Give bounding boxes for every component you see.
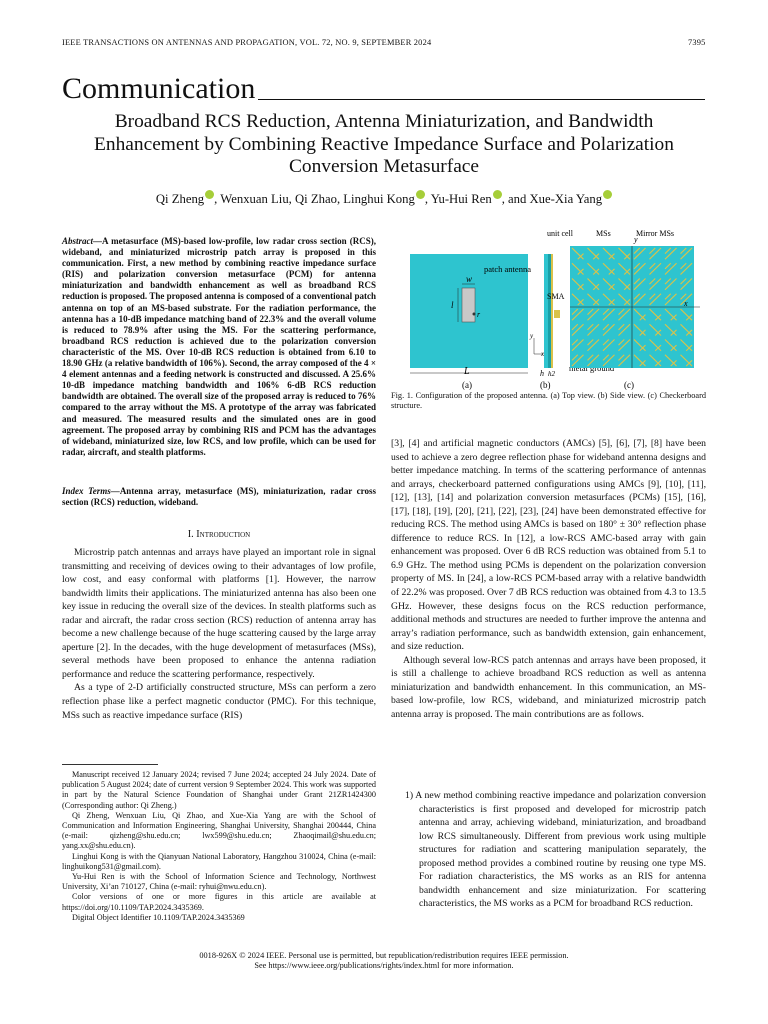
footnote: Color versions of one or more figures in this article are available at https://doi.org/10.1109/TAP.2024.3435369. (62, 892, 376, 912)
abstract-text: A metasurface (MS)-based low-profile, low radar cross section (RCS), wideband, and miniaturized microstrip patch array is proposed in this communication. First, a new method by combining reactive impedance surface (RIS) and polarization conversion metasurface (PCM) for antenna miniaturization and bandwidth enhancement as well as broadband RCS reduction is proposed. The proposed antenna is composed of a conventional patch antenna on top of an MS-based substrate. For the radiation performance, the antenna has a 10-dB impedance matching band of 22.3% and the overall volume is reduced to 78.9% after using the MS. For the scattering performance, broadband RCS reduction is achieved due to the polarization conversion characteristic of the MS. Over 10-dB RCS reduction is obtained from 6.10 to 18.90 GHz (a relative bandwidth of 106%). Second, the array composed of the 4 × 4 element antennas and a feeding network is constructed and discussed. A 25.6% 10-dB impedance matching bandwidth and 106% 6-dB RCS reduction bandwidth are obtained. The overall size of the proposed array is reduced to 76% compared to the array without the MS. A prototype of the array was fabricated and measured. The measured results and the simulated ones are in good agreement. The proposed array by combining RIS and PCM has the advantages of wideband, miniaturized size, low RCS, and low profile, which can be used for radar, aircraft, and stealth platforms. (62, 236, 376, 457)
figure-1-graphic (404, 226, 709, 391)
footnote: Yu-Hui Ren is with the School of Information Science and Technology, Northwest University, Xi’an 710127, China (e-mail: ryhui@nwu.edu.cn). (62, 872, 376, 892)
section-number: I. (187, 529, 194, 540)
copyright-line: 0018-926X © 2024 IEEE. Personal use is permitted, but republication/redistribution requires IEEE permission. (199, 951, 569, 960)
sublabel-c: (c) (624, 380, 634, 390)
index-terms-text: Antenna array, metasurface (MS), miniaturization, radar cross section (RCS) reduction, wideband. (62, 486, 376, 508)
abstract (62, 236, 376, 458)
feed-point (473, 313, 476, 316)
page-number: 7395 (688, 38, 706, 47)
footnote: Digital Object Identifier 10.1109/TAP.2024.3435369 (72, 912, 245, 922)
copyright-footer (60, 951, 708, 972)
footnote: Qi Zheng, Wenxuan Liu, Qi Zhao, and Xue-Xia Yang are with the School of Communication and Information Engineering, Shanghai University, Shanghai 200444, China (e-mail: qizheng@shu.edu.cn; lwx599@shu.edu.cn; Zhaoqimail@shu.edu.cn; yang.xx@shu.edu.cn). (62, 810, 376, 851)
orcid-icon[interactable] (603, 190, 612, 199)
orcid-icon[interactable] (205, 190, 214, 199)
sma-connector (554, 310, 560, 318)
figure-1 (404, 226, 709, 391)
author: Qi Zheng (155, 192, 205, 206)
author: Yu-Hui Ren (430, 192, 492, 206)
section-heading (62, 529, 376, 540)
label-w: w (466, 274, 473, 284)
label-patch-antenna: patch antenna (484, 264, 531, 274)
label-mss: MSs (596, 229, 611, 238)
patch-antenna-shape (462, 288, 475, 322)
label-x-axis-c: x (684, 299, 688, 308)
list-item: 1) A new method combining reactive impedance and polarization conversion characteristics is first proposed and developed for microstrip patch antenna and array, achieving wideband, miniaturization, and broadband low RCS simultaneously. Different from previous work using multiple structures for radiation and scattering manipulation separately, the proposed method provides a combined routine by reusing one type MS. For radiation characteristics, the MS works as an RIS for antenna bandwidth enhancement and size miniaturization. For scattering characteristics, the MS works as a PCM for broadband RCS reduction. (405, 790, 706, 910)
index-terms (62, 486, 376, 508)
footnote: Linghui Kong is with the Qianyuan National Laboratory, Hangzhou 310024, China (e-mail: linghuikong531@gmail.com). (62, 851, 376, 871)
label-sma: SMA (547, 292, 565, 301)
label-l: l (451, 300, 454, 310)
label-x-axis-a: x (541, 350, 545, 358)
substrate-side-view (544, 254, 548, 368)
label-mirror-mss: Mirror MSs (636, 229, 675, 238)
sublabel-a: (a) (462, 380, 472, 390)
paragraph: Although several low-RCS patch antennas and arrays have been proposed, it is still a challenge to achieve broadband RCS reduction as well as antenna miniaturization and bandwidth enhancement. In this communication, an MS-based low-profile, low RCS, wideband, and miniaturized microstrip patch antenna array is proposed. The main contributions are as follows. (391, 654, 706, 720)
abstract-label: Abstract— (62, 236, 103, 246)
paragraph: [3], [4] and artificial magnetic conductors (AMCs) [5], [6], [7], [8] have been used to achieve a zero degree reflection phase for wideband antenna designs and better impedance matching. In terms of the scattering performance of antennas and arrays, checkerboard patterned configurations using AMCs [9], [10], [11], [12], [13], [14] and polarization conversion metasurfaces (PCMs) [15], [16], [17], [18], [19], [20], [21], [22], [23], [24] have been demonstrated effective for reducing RCS. The method using AMCs is based on 180° ± 30° reflection phase difference to reduce RCS. In [12], a low-RCS AMC-based array with gain enhancement was proposed. Over 6 dB RCS reduction was obtained from 5.1 to 6.9 GHz. The method using PCMs is dependent on the polarization conversion property of MS. In [24], a low-RCS PCM-based array with a relative bandwidth of 22.2% was proposed. Over 7 dB RCS reduction was obtained from 4.3 to 13.5 GHz. However, these designs focus on the RCS reduction performance, additional methods and structures are needed to further improve the antenna and array’s radiation performance, such as bandwidth extension, gain enhancement, and size reduction. (391, 438, 706, 653)
orcid-icon[interactable] (416, 190, 425, 199)
label-y-axis-a: y (530, 332, 534, 340)
label-L: L (464, 366, 470, 377)
author-list: Qi Zheng , Wenxuan Liu, Qi Zhao, Linghui Kong , Yu-Hui Ren , and Xue-Xia Yang (60, 190, 708, 207)
index-terms-label: Index Terms— (62, 486, 120, 496)
journal-header: IEEE TRANSACTIONS ON ANTENNAS AND PROPAGATION, VOL. 72, NO. 9, SEPTEMBER 2024 (62, 38, 432, 47)
section-title: Introduction (196, 529, 251, 540)
sublabel-b: (b) (540, 380, 551, 390)
author: Qi Zhao (295, 192, 337, 206)
author: Linghui Kong (343, 192, 415, 206)
author: Wenxuan Liu (220, 192, 289, 206)
metal-ground-shape (551, 254, 553, 368)
footnote-rule (62, 764, 158, 765)
paragraph: As a type of 2-D artificially constructed structure, MSs can perform a zero reflection phase like a perfect magnetic conductor (PMC). For this technique, MSs such as reactive impedance surface (RIS) (62, 682, 376, 721)
label-h: h (540, 369, 544, 378)
label-r: r (477, 310, 481, 319)
section-rule (258, 99, 705, 100)
intro-right-column (391, 437, 706, 721)
intro-left-column (62, 546, 376, 722)
rights-link[interactable]: See https://www.ieee.org/publications/rights/index.html for more information. (254, 961, 514, 971)
label-h2: h2 (548, 370, 555, 378)
section-label: Communication (62, 72, 256, 105)
paragraph: Microstrip patch antennas and arrays have played an important role in signal transmitting and receiving of devices owing to their advantages of low profile, low cost, and easy conformal with platforms [1]. However, the narrow bandwidth limits their applications. The miniaturized antenna has also been one key issue in reducing the overall size of the devices. In stealth platforms such as radar and aircraft, the radar cross section (RCS) reduction of antenna array has become a new challenge because of the huge scattering caused by the large array aperture [2]. In the decades, with the huge development of metasurfaces (MSs), several methods have been proposed to enhance the antenna radiation performance and reduce the scattering performance, respectively. (62, 547, 376, 680)
footnote: Manuscript received 12 January 2024; revised 7 June 2024; accepted 24 July 2024. Date of publication 5 August 2024; date of current version 9 September 2024. This work was supported in part by the Natural Science Foundation of Shanghai under Grant 21ZR1424300 (Corresponding author: Qi Zheng.) (62, 770, 376, 810)
orcid-icon[interactable] (493, 190, 502, 199)
footnotes (62, 770, 376, 923)
paper-title: Broadband RCS Reduction, Antenna Miniaturization, and Bandwidth Enhancement by Combining Reactive Impedance Surface and Polarization Conversion Metasurface (94, 111, 674, 177)
figure-caption: Fig. 1. Configuration of the proposed antenna. (a) Top view. (b) Side view. (c) Checkerboard structure. (391, 391, 706, 411)
author: and Xue-Xia Yang (508, 192, 603, 206)
label-y-axis-c: y (634, 235, 638, 244)
label-unit-cell: unit cell (547, 229, 573, 238)
contributions-list (391, 789, 706, 911)
